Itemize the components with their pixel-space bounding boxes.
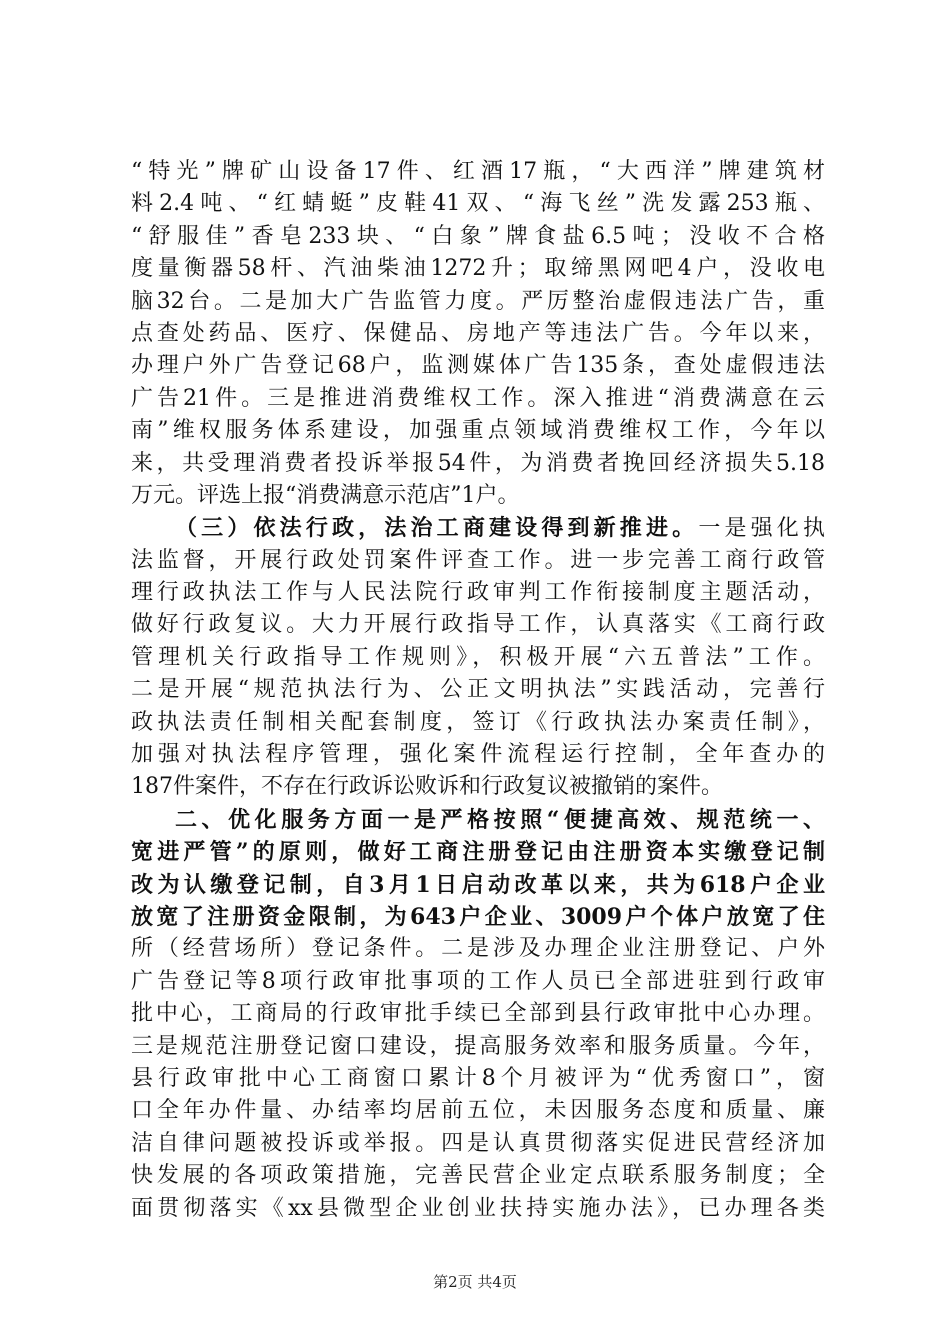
text-line-6: 点查处药品、医疗、保健品、房地产等违法广告。今年以来， xyxy=(131,320,825,346)
section-title: （三）依法行政，法治工商建设得到新推进。 xyxy=(175,515,699,542)
document-body xyxy=(131,156,825,1225)
text-line-25: 所（经营场所）登记条件。二是涉及办理企业注册登记、户外 xyxy=(131,936,825,962)
section-heading-3: （三）依法行政，法治工商建设得到新推进。一是强化执 xyxy=(175,515,825,542)
text-line-2: 料2.4吨、“红蜻蜓”皮鞋41双、“海飞丝”洗发露253瓶、 xyxy=(131,191,825,217)
text-line-1: “特光”牌矿山设备17件、红酒17瓶，“大西洋”牌建筑材 xyxy=(131,159,825,184)
text-line-8: 广告21件。三是推进消费维权工作。深入推进“消费满意在云 xyxy=(131,385,825,411)
text-line-28: 三是规范注册登记窗口建设，提高服务效率和服务质量。今年， xyxy=(131,1033,825,1059)
text-line-15: 做好行政复议。大力开展行政指导工作，认真落实《工商行政 xyxy=(131,612,825,638)
text-line-33: 面贯彻落实《xx县微型企业创业扶持实施办法》，已办理各类 xyxy=(131,1195,825,1221)
text-line-11: 万元。评选上报“消费满意示范店”1户。 xyxy=(131,482,520,508)
text-line-3: “舒服佳”香皂233块、“白象”牌食盐6.5吨；没收不合格 xyxy=(131,223,825,249)
text-line-20: 187件案件，不存在行政诉讼败诉和行政复议被撤销的案件。 xyxy=(131,774,723,800)
text-line-27: 批中心，工商局的行政审批手续已全部到县行政审批中心办理。 xyxy=(131,1001,825,1027)
text-line-19: 加强对执法程序管理，强化案件流程运行控制，全年查办的 xyxy=(131,742,825,768)
text-line-17: 二是开展“规范执法行为、公正文明执法”实践活动，完善行 xyxy=(131,677,825,703)
text-line-7: 办理户外广告登记68户，监测媒体广告135条，查处虚假违法 xyxy=(131,353,825,379)
text-line-23: 改为认缴登记制，自3月1日启动改革以来，共为618户企业 xyxy=(131,871,825,898)
text-line-5: 脑32台。二是加大广告监管力度。严厉整治虚假违法广告，重 xyxy=(131,288,825,314)
text-line-24: 放宽了注册资金限制，为643户企业、3009户个体户放宽了住 xyxy=(131,903,825,930)
text-line-4: 度量衡器58杆、汽油柴油1272升；取缔黑网吧4户，没收电 xyxy=(131,256,825,282)
page-number-footer: 第2页 共4页 xyxy=(433,1273,517,1291)
section-heading-2: 二、优化服务方面一是严格按照“便捷高效、规范统一、 xyxy=(175,806,825,833)
text-line-30: 口全年办件量、办结率均居前五位，未因服务态度和质量、廉 xyxy=(131,1098,825,1124)
text-line-9: 南”维权服务体系建设，加强重点领域消费维权工作，今年以 xyxy=(131,418,825,444)
text-line-26: 广告登记等8项行政审批事项的工作人员已全部进驻到行政审 xyxy=(131,968,825,994)
text-line-10: 来，共受理消费者投诉举报54件，为消费者挽回经济损失5.18 xyxy=(131,450,825,476)
text-line-13: 法监督，开展行政处罚案件评查工作。进一步完善工商行政管 xyxy=(131,547,825,573)
text-line-32: 快发展的各项政策措施，完善民营企业定点联系服务制度；全 xyxy=(131,1163,825,1189)
text-line-18: 政执法责任制相关配套制度，签订《行政执法办案责任制》， xyxy=(131,709,825,735)
text-line-22: 宽进严管”的原则，做好工商注册登记由注册资本实缴登记制 xyxy=(131,839,825,866)
text-line-16: 管理机关行政指导工作规则》，积极开展“六五普法”工作。 xyxy=(131,644,825,670)
text-line-29: 县行政审批中心工商窗口累计8个月被评为“优秀窗口”，窗 xyxy=(131,1065,825,1091)
text-line-14: 理行政执法工作与人民法院行政审判工作衔接制度主题活动， xyxy=(131,580,825,606)
text-line-31: 洁自律问题被投诉或举报。四是认真贯彻落实促进民营经济加 xyxy=(131,1130,825,1156)
